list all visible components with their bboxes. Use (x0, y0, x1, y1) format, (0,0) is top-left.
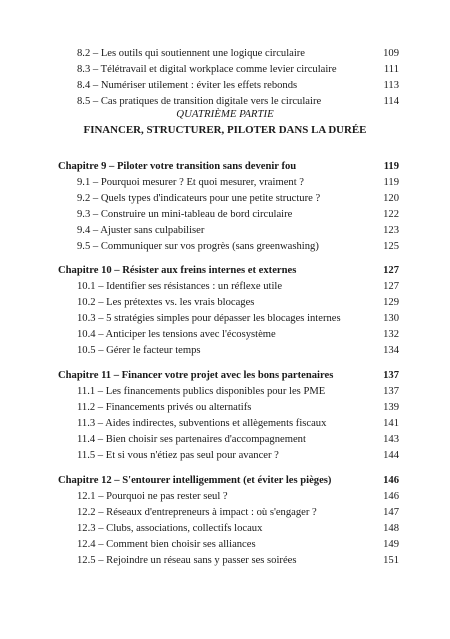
toc-entry-11-3[interactable] (0, 415, 450, 431)
toc-entry-12-3[interactable] (0, 520, 450, 536)
toc-entry-label: 10.3 – 5 stratégies simples pour dépasser les blocages internes (77, 312, 341, 324)
toc-entry-page: 111 (383, 63, 399, 75)
toc-entry-page: 123 (383, 224, 399, 236)
toc-entry-page: 149 (383, 538, 399, 550)
toc-entry-12-2[interactable] (0, 504, 450, 520)
toc-entry-label: 9.4 – Ajuster sans culpabiliser (77, 224, 205, 236)
chapter-page: 137 (383, 369, 399, 381)
toc-entry-label: 11.1 – Les financements publics disponibles pour les PME (77, 385, 326, 397)
toc-entry-label: 11.2 – Financements privés ou alternatifs (77, 401, 252, 413)
part-label: QUATRIÈME PARTIE (176, 108, 274, 120)
toc-entry-8-4[interactable] (0, 77, 450, 93)
toc-entry-label: 12.4 – Comment bien choisir ses alliances (77, 538, 256, 550)
toc-entry-label: 10.2 – Les prétextes vs. les vrais blocages (77, 296, 255, 308)
toc-entry-8-3[interactable] (0, 61, 450, 77)
toc-entry-9-2[interactable] (0, 190, 450, 206)
toc-entry-page: 151 (383, 554, 399, 566)
toc-entry-page: 114 (383, 95, 399, 107)
toc-entry-11-1[interactable] (0, 383, 450, 399)
chapter-page: 146 (383, 474, 399, 486)
toc-chapter-12[interactable] (0, 472, 450, 488)
toc-entry-9-3[interactable] (0, 206, 450, 222)
chapter-page: 119 (383, 160, 399, 172)
toc-entry-10-1[interactable] (0, 278, 450, 294)
toc-entry-label: 12.3 – Clubs, associations, collectifs locaux (77, 522, 263, 534)
toc-entry-10-2[interactable] (0, 294, 450, 310)
toc-entry-label: 8.2 – Les outils qui soutiennent une logique circulaire (77, 47, 306, 59)
toc-entry-9-4[interactable] (0, 222, 450, 238)
toc-entry-8-5[interactable] (0, 93, 450, 109)
part-title: FINANCER, STRUCTURER, PILOTER DANS LA DURÉE (83, 124, 367, 136)
toc-entry-page: 119 (383, 176, 399, 188)
toc-entry-11-5[interactable] (0, 447, 450, 463)
toc-entry-12-4[interactable] (0, 536, 450, 552)
toc-entry-10-4[interactable] (0, 326, 450, 342)
toc-entry-page: 130 (383, 312, 399, 324)
toc-entry-page: 139 (383, 401, 399, 413)
toc-chapter-11[interactable] (0, 367, 450, 383)
toc-entry-page: 141 (383, 417, 399, 429)
toc-entry-label: 10.1 – Identifier ses résistances : un réflexe utile (77, 280, 283, 292)
toc-entry-label: 9.5 – Communiquer sur vos progrès (sans greenwashing) (77, 240, 319, 252)
toc-entry-label: 11.3 – Aides indirectes, subventions et allègements fiscaux (77, 417, 327, 429)
toc-entry-8-2[interactable] (0, 45, 450, 61)
toc-entry-label: 8.4 – Numériser utilement : éviter les effets rebonds (77, 79, 298, 91)
toc-entry-page: 122 (383, 208, 399, 220)
toc-entry-page: 109 (383, 47, 399, 59)
toc-entry-page: 147 (383, 506, 399, 518)
toc-entry-label: 8.5 – Cas pratiques de transition digitale vers le circulaire (77, 95, 322, 107)
toc-entry-label: 10.5 – Gérer le facteur temps (77, 344, 201, 356)
toc-entry-label: 12.5 – Rejoindre un réseau sans y passer ses soirées (77, 554, 297, 566)
toc-entry-label: 10.4 – Anticiper les tensions avec l'écosystème (77, 328, 276, 340)
toc-chapter-9[interactable] (0, 158, 450, 174)
toc-entry-page: 125 (383, 240, 399, 252)
chapter-title: Chapitre 10 – Résister aux freins internes et externes (58, 264, 297, 276)
toc-entry-11-4[interactable] (0, 431, 450, 447)
toc-entry-label: 9.3 – Construire un mini-tableau de bord circulaire (77, 208, 293, 220)
toc-entry-label: 12.1 – Pourquoi ne pas rester seul ? (77, 490, 228, 502)
toc-entry-label: 9.2 – Quels types d'indicateurs pour une petite structure ? (77, 192, 321, 204)
toc-entry-label: 11.4 – Bien choisir ses partenaires d'accompagnement (77, 433, 306, 445)
toc-entry-page: 146 (383, 490, 399, 502)
toc-entry-page: 143 (383, 433, 399, 445)
toc-entry-page: 132 (383, 328, 399, 340)
toc-entry-page: 137 (383, 385, 399, 397)
toc-entry-9-5[interactable] (0, 238, 450, 254)
toc-entry-page: 134 (383, 344, 399, 356)
toc-entry-label: 9.1 – Pourquoi mesurer ? Et quoi mesurer, vraiment ? (77, 176, 304, 188)
toc-entry-10-5[interactable] (0, 342, 450, 358)
toc-entry-page: 129 (383, 296, 399, 308)
toc-entry-page: 113 (383, 79, 399, 91)
toc-entry-label: 12.2 – Réseaux d'entrepreneurs à impact : où s'engager ? (77, 506, 317, 518)
toc-entry-11-2[interactable] (0, 399, 450, 415)
toc-entry-10-3[interactable] (0, 310, 450, 326)
toc-entry-label: 11.5 – Et si vous n'étiez pas seul pour avancer ? (77, 449, 279, 461)
toc-chapter-10[interactable] (0, 262, 450, 278)
chapter-title: Chapitre 11 – Financer votre projet avec les bons partenaires (58, 369, 334, 381)
toc-entry-12-1[interactable] (0, 488, 450, 504)
toc-entry-page: 148 (383, 522, 399, 534)
toc-entry-9-1[interactable] (0, 174, 450, 190)
toc-entry-label: 8.3 – Télétravail et digital workplace comme levier circulaire (77, 63, 337, 75)
toc-entry-page: 144 (383, 449, 399, 461)
toc-entry-page: 120 (383, 192, 399, 204)
chapter-title: Chapitre 9 – Piloter votre transition sans devenir fou (58, 160, 297, 172)
toc-entry-page: 127 (383, 280, 399, 292)
chapter-title: Chapitre 12 – S'entourer intelligemment (et éviter les pièges) (58, 474, 332, 486)
toc-entry-12-5[interactable] (0, 552, 450, 568)
chapter-page: 127 (383, 264, 399, 276)
